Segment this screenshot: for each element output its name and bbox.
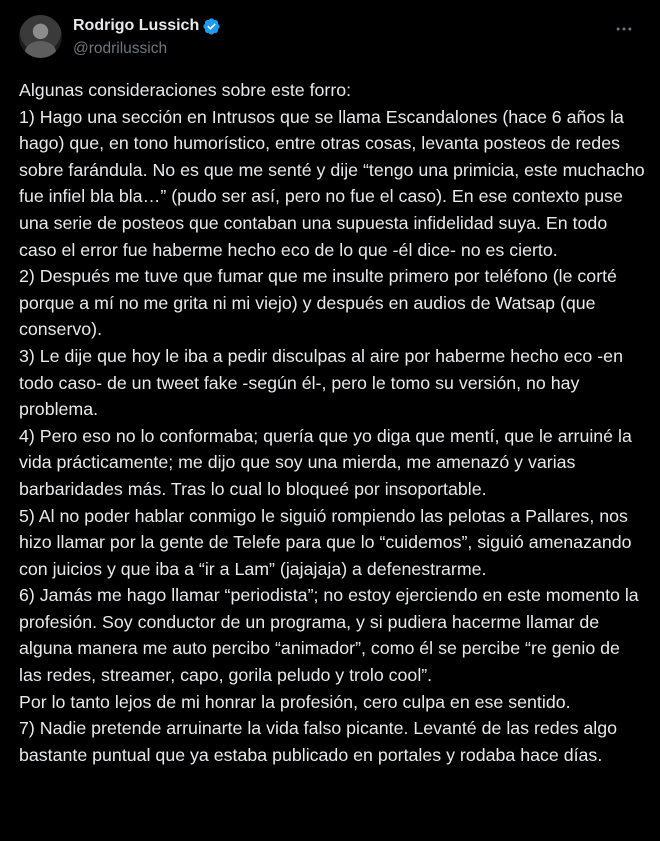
post-line: Por lo tanto lejos de mi honrar la profesión, cero culpa en ese sentido. [19,691,571,712]
post-line: 6) Jamás me hago llamar “periodista”; no estoy ejerciendo en este momento la profesión. Soy conductor de un programa, y si pudiera hacerme llamar de alguna manera me auto percibo “animador”, como él se percibe “re genio de las redes, streamer, capo, gorila peludo y trolo cool”. [19,585,639,686]
post-line: 3) Le dije que hoy le iba a pedir disculpas al aire por haberme hecho eco -en todo caso- de un tweet fake -según él-, pero le tomo su versión, no hay problema. [19,345,623,420]
verified-badge-icon [202,17,221,36]
avatar-figure [25,41,56,58]
post-line: 4) Pero eso no lo conformaba; quería que yo diga que mentí, que le arruiné la vida prácticamente; me dijo que soy una mierda, me amenazó y varias barbaridades más. Tras lo cual lo bloqueé por insoportable. [19,425,632,499]
post-line: 1) Hago una sección en Intrusos que se llama Escandalones (hace 6 años la hago) que, en tono humorístico, entre otras cosas, levanta posteos de redes sobre farándula. No es que me senté y dije “tengo una primicia, este muchacho fue infiel bla bla…” (pudo ser así, pero no fue el caso). En ese contexto puse una serie de posteos que contaban una supuesta infidelidad suya. En todo caso el error fue haberme hecho eco de lo que -él dice- no es cierto. [19,106,645,260]
post-line: 7) Nadie pretende arruinarte la vida falso picante. Levanté de las redes algo bastante puntual que ya estaba publicado en portales y rodaba hace días. [19,718,618,765]
handle[interactable]: @rodrilussich [73,40,168,57]
post-text [19,77,645,768]
display-name-row [73,15,221,37]
more-options-icon [614,19,634,39]
more-options-button[interactable] [612,17,636,41]
post-line: 2) Después me tuve que fumar que me insulte primero por teléfono (le corté porque a mí no me grita ni mi viejo) y después en audios de Watsap (que conservo). [19,266,617,340]
avatar[interactable] [19,15,62,58]
post-line: 5) Al no poder hablar conmigo le siguió rompiendo las pelotas a Pallares, nos hizo llamar por la gente de Telefe para que lo “cuidemos”, siguió amenazando con juicios y que iba a “ir a Lam” (jajajaja) a defenestrarme. [19,505,632,579]
post-header [19,13,644,61]
post-line: Algunas consideraciones sobre este forro: [19,80,352,100]
display-name[interactable]: Rodrigo Lussich [73,17,200,34]
author-info [73,15,221,58]
